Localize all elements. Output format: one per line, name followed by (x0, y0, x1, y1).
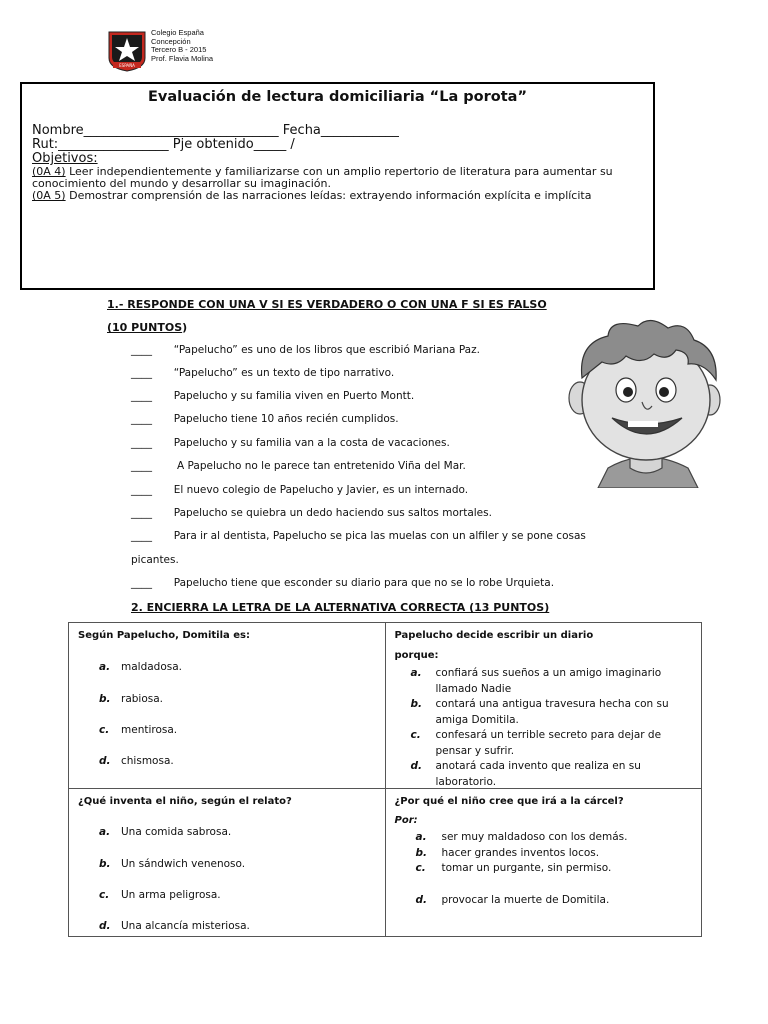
tf-item (131, 413, 399, 425)
question-text: Papelucho decide escribir un diario (394, 630, 594, 641)
option-letter[interactable]: c. (99, 889, 110, 901)
tf-statement: Papelucho tiene que esconder su diario para que no se lo robe Urquieta. (173, 577, 555, 589)
option[interactable] (412, 697, 692, 728)
option-letter[interactable]: b. (410, 698, 423, 710)
question-text-cont: Por: (394, 815, 418, 826)
option-letter[interactable]: a. (410, 667, 422, 679)
logo-text: ESPAÑA (119, 63, 135, 68)
tf-statement: Papelucho y su familia van a la costa de vacaciones. (173, 437, 450, 449)
boy-illustration (568, 318, 724, 488)
section2-heading: 2. ENCIERRA LA LETRA DE LA ALTERNATIVA CORRECTA (13 PUNTOS) (131, 601, 550, 614)
tf-blank[interactable]: ____ (131, 390, 152, 402)
tf-blank[interactable]: ____ (131, 413, 152, 425)
tf-statement: “Papelucho” es un texto de tipo narrativo. (173, 367, 395, 379)
tf-item (131, 577, 554, 589)
tf-statement: A Papelucho no le parece tan entretenido Viña del Mar. (173, 460, 466, 472)
option[interactable] (99, 724, 177, 736)
tf-blank[interactable]: ____ (131, 367, 152, 379)
option[interactable] (99, 693, 163, 705)
page-title: Evaluación de lectura domiciliaria “La porota” (148, 89, 527, 105)
option-letter[interactable]: b. (99, 693, 111, 705)
tf-item (131, 367, 394, 379)
option-text: mentirosa. (121, 724, 178, 736)
option-letter[interactable]: d. (99, 920, 111, 932)
option[interactable] (416, 894, 610, 906)
header-box (20, 82, 655, 290)
objectives-text (32, 166, 632, 202)
option-letter[interactable]: d. (410, 760, 423, 772)
school-info (151, 29, 213, 63)
option-text: ser muy maldadoso con los demás. (441, 831, 628, 843)
option-text: rabiosa. (121, 693, 163, 705)
option[interactable] (412, 728, 692, 759)
option-letter[interactable]: c. (99, 724, 110, 736)
tf-item (131, 530, 586, 542)
option[interactable] (99, 826, 231, 838)
option-text: hacer grandes inventos locos. (441, 847, 600, 859)
question-text: ¿Por qué el niño cree que irá a la cárcel? (394, 796, 624, 807)
option-letter[interactable]: a. (99, 661, 111, 673)
option-text: maldadosa. (121, 661, 183, 673)
question-cell (69, 623, 386, 789)
option[interactable] (99, 920, 250, 932)
option-text: Un sándwich venenoso. (121, 858, 246, 870)
tf-item (131, 390, 414, 402)
tf-statement: Papelucho tiene 10 años recién cumplidos. (173, 413, 399, 425)
tf-item (131, 460, 466, 472)
tf-item (131, 437, 450, 449)
option[interactable] (412, 759, 692, 790)
objectives-label: Objetivos: (32, 151, 98, 166)
section1-heading: 1.- RESPONDE CON UNA V SI ES VERDADERO O CON UNA F SI ES FALSO (107, 298, 547, 311)
questions-table (68, 622, 702, 937)
option-letter[interactable]: b. (415, 847, 428, 859)
tf-blank[interactable]: ____ (131, 344, 152, 356)
option-letter[interactable]: a. (99, 826, 111, 838)
option-text: Una comida sabrosa. (121, 826, 232, 838)
tf-blank[interactable]: ____ (131, 577, 152, 589)
school-course: Tercero B - 2015 (151, 45, 207, 55)
tf-statement: Para ir al dentista, Papelucho se pica las muelas con un alfiler y se pone cosas (173, 530, 586, 542)
option-letter[interactable]: c. (415, 862, 426, 874)
option-text: Una alcancía misteriosa. (121, 920, 250, 932)
question-cell (69, 789, 386, 937)
tf-item (131, 344, 480, 356)
option-letter[interactable]: b. (99, 858, 111, 870)
option[interactable] (416, 831, 628, 843)
option[interactable] (416, 862, 612, 874)
option-text: provocar la muerte de Domitila. (441, 894, 610, 906)
option[interactable] (99, 889, 221, 901)
option-text: contará una antigua travesura hecha con su amiga Domitila. (435, 698, 669, 726)
option-text: confiará sus sueños a un amigo imaginario llamado Nadie (435, 667, 662, 695)
tf-statement: Papelucho se quiebra un dedo haciendo sus saltos mortales. (173, 507, 492, 519)
question-cell (385, 623, 702, 789)
school-name: Colegio España (151, 28, 204, 37)
objective-1-code: (0A 4) (32, 165, 66, 178)
option-letter[interactable]: c. (410, 729, 421, 741)
tf-blank[interactable]: ____ (131, 507, 152, 519)
tf-blank[interactable]: ____ (131, 460, 152, 472)
option[interactable] (99, 755, 174, 767)
option[interactable] (99, 661, 182, 673)
option-letter[interactable]: d. (415, 894, 428, 906)
option-text: tomar un purgante, sin permiso. (441, 862, 612, 874)
section1-points (107, 321, 187, 334)
school-logo (107, 30, 147, 72)
objective-2-code: (0A 5) (32, 189, 66, 202)
name-date-line: Nombre______________________________ Fecha____________ (32, 123, 399, 138)
objective-2-text: Demostrar comprensión de las narraciones leídas: extrayendo información explícita e implícita (65, 189, 592, 202)
school-teacher: Prof. Flavia Molina (151, 53, 214, 63)
question-text: Según Papelucho, Domitila es: (78, 630, 250, 641)
objective-1-text: Leer independientemente y familiarizarse con un amplio repertorio de literatura para aumentar su conocimiento del mundo y desarrollar su imaginación. (32, 165, 613, 190)
rut-score-line: Rut:_________________ Pje obtenido_____ / (32, 137, 295, 152)
question-text-cont: porque: (394, 650, 439, 661)
tf-continuation: picantes. (131, 554, 179, 566)
option-text: anotará cada invento que realiza en su laboratorio. (435, 760, 641, 788)
option[interactable] (416, 847, 600, 859)
section1-points-text: (10 PUNTOS (107, 321, 183, 334)
tf-item (131, 484, 468, 496)
school-city: Concepción (151, 36, 191, 46)
tf-statement: El nuevo colegio de Papelucho y Javier, es un internado. (173, 484, 469, 496)
section1-points-close: ) (182, 321, 188, 334)
option-letter[interactable]: d. (99, 755, 111, 767)
tf-item (131, 507, 492, 519)
option-text: chismosa. (121, 755, 174, 767)
tf-statement: “Papelucho” es uno de los libros que escribió Mariana Paz. (173, 344, 480, 356)
option[interactable] (412, 666, 692, 697)
option[interactable] (99, 858, 245, 870)
question-cell (385, 789, 702, 937)
tf-blank[interactable]: ____ (131, 484, 152, 496)
tf-blank[interactable]: ____ (131, 437, 152, 449)
option-text: Un arma peligrosa. (121, 889, 221, 901)
tf-statement: Papelucho y su familia viven en Puerto Montt. (173, 390, 415, 402)
question-text: ¿Qué inventa el niño, según el relato? (78, 796, 292, 807)
tf-blank[interactable]: ____ (131, 530, 152, 542)
option-text: confesará un terrible secreto para dejar de pensar y sufrir. (435, 729, 662, 757)
option-letter[interactable]: a. (415, 831, 427, 843)
